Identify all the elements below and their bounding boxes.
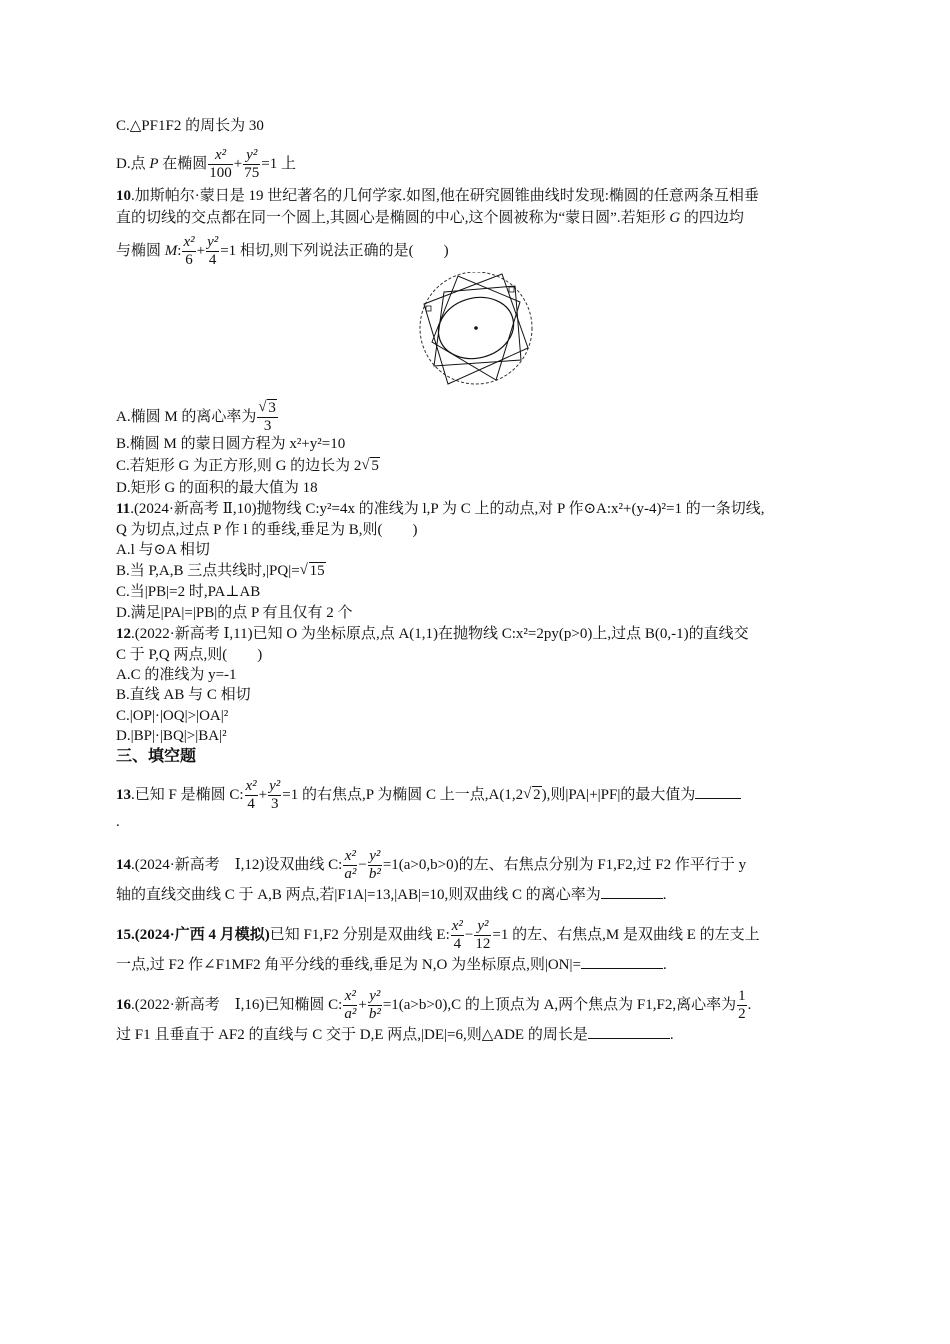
answer-blank[interactable]	[601, 884, 663, 899]
section-heading: 三、填空题	[116, 746, 197, 765]
fraction: $\frac{\text{x²}}{4}$	[451, 918, 463, 952]
monge-circle-figure	[418, 272, 538, 392]
question-text: Q 为切点,过点 P 作 l 的垂线,垂足为 B,则( )	[116, 522, 418, 538]
option-text: A.C 的准线为 y=-1	[116, 667, 237, 683]
fraction: $\frac{\text{x²}}{4}$	[245, 778, 257, 812]
option-text: B.当 P,A,B 三点共线时,|PQ|=√ 15	[116, 561, 326, 581]
option-text: D.矩形 G 的面积的最大值为 18	[116, 480, 318, 496]
question-text: 与椭圆 M: $\frac{\text{x²}}{6}$ + $\frac{\text{y²}}{4}$ =1 相切,则下列说法正确的是( )	[116, 234, 449, 268]
fraction: $\frac{\text{y²}}{12}$	[475, 918, 491, 952]
option-text: D.点 P 在椭圆 $\frac{\text{x²}}{100}$ + $\frac{\text{y²}}{75}$ =1 上	[116, 147, 296, 181]
fraction: $\frac{\text{x²}}{6}$	[183, 234, 195, 268]
question-11: 11.(2024·新高考 Ⅱ,10)抛物线 C:y²=4x 的准线为 l,P 为 C 上的动点,对 P 作⊙A:x²+(y-4)²=1 的一条切线,	[116, 501, 765, 517]
question-12: 12.(2022·新高考 Ⅰ,11)已知 O 为坐标原点,点 A(1,1)在抛物线 C:x²=2py(p>0)上,过点 B(0,-1)的直线交	[116, 626, 749, 642]
option-text: A.椭圆 M 的离心率为 √ $\frac{3}{3}$	[116, 400, 279, 435]
option-text: C.|OP|·|OQ|>|OA|²	[116, 708, 229, 724]
fraction: $\frac{\text{y²}}{\text{b²}}$	[368, 848, 381, 882]
fraction: $\frac{\text{x²}}{\text{a²}}$	[344, 988, 357, 1022]
center-point	[474, 326, 478, 330]
answer-blank[interactable]	[695, 784, 741, 799]
question-text: C 于 P,Q 两点,则( )	[116, 647, 263, 663]
question-text: .	[116, 814, 120, 830]
option-text: C.当|PB|=2 时,PA⊥AB	[116, 584, 261, 600]
fraction: $\frac{\text{x²}}{\text{a²}}$	[344, 848, 357, 882]
question-14: 14.(2024·新高考 Ⅰ,12)设双曲线 C: $\frac{\text{x²}}{\text{a²}}$ − $\frac{\text{y²}}{\text{b²}}$ =1(a>0,b>0)的左、右焦点分别为 F1,F2,过 F2 作平行于 y	[116, 848, 747, 882]
question-text: 一点,过 F2 作∠F1MF2 角平分线的垂线,垂足为 N,O 为坐标原点,则|ON|= .	[116, 954, 667, 975]
question-10: 10.加斯帕尔·蒙日是 19 世纪著名的几何学家.如图,他在研究圆锥曲线时发现:椭圆的任意两条互相垂	[116, 188, 759, 204]
fraction: $\frac{\text{y²}}{\text{b²}}$	[368, 988, 381, 1022]
question-15: 15.(2024·广西 4 月模拟)已知 F1,F2 分别是双曲线 E: $\frac{\text{x²}}{4}$ − $\frac{\text{y²}}{12}$ =1 的左、右焦点,M 是双曲线 E 的左支上	[116, 918, 760, 952]
fraction: $\frac{\text{y²}}{4}$	[207, 234, 219, 268]
question-text: 直的切线的交点都在同一个圆上,其圆心是椭圆的中心,这个圆被称为“蒙日圆”.若矩形 G 的四边均	[116, 210, 744, 226]
question-13: 13.已知 F 是椭圆 C: $\frac{\text{x²}}{4}$ + $\frac{\text{y²}}{3}$ =1 的右焦点,P 为椭圆 C 上一点,A(1,2√ 2),则|PA|+|PF|的最大值为	[116, 778, 741, 813]
option-text: B.直线 AB 与 C 相切	[116, 687, 251, 703]
option-text: C.△PF1F2 的周长为 30	[116, 118, 264, 134]
option-text: D.满足|PA|=|PB|的点 P 有且仅有 2 个	[116, 605, 353, 621]
answer-blank[interactable]	[588, 1024, 670, 1039]
fraction: $\frac{\text{x²}}{100}$	[209, 147, 232, 181]
option-text: B.椭圆 M 的蒙日圆方程为 x²+y²=10	[116, 436, 346, 452]
option-text: A.l 与⊙A 相切	[116, 542, 210, 558]
question-text: 轴的直线交曲线 C 于 A,B 两点,若|F1A|=13,|AB|=10,则双曲线 C 的离心率为 .	[116, 884, 667, 905]
fraction: $\frac{\text{y²}}{75}$	[244, 147, 260, 181]
fraction: √ $\frac{3}{3}$	[257, 400, 278, 435]
option-text: D.|BP|·|BQ|>|BA|²	[116, 728, 227, 744]
answer-blank[interactable]	[581, 954, 663, 969]
option-text: C.若矩形 G 为正方形,则 G 的边长为 2√ 5	[116, 456, 380, 476]
question-16: 16.(2022·新高考 Ⅰ,16)已知椭圆 C: $\frac{\text{x²}}{\text{a²}}$ + $\frac{\text{y²}}{\text{b²}}$ =1(a>b>0),C 的上顶点为 A,两个焦点为 F1,F2,离心率为 $\frac{1}{2}$ .	[116, 988, 752, 1022]
fraction: $\frac{1}{2}$	[738, 988, 746, 1022]
question-text: 过 F1 且垂直于 AF2 的直线与 C 交于 D,E 两点,|DE|=6,则△ADE 的周长是 .	[116, 1024, 674, 1045]
fraction: $\frac{\text{y²}}{3}$	[269, 778, 281, 812]
